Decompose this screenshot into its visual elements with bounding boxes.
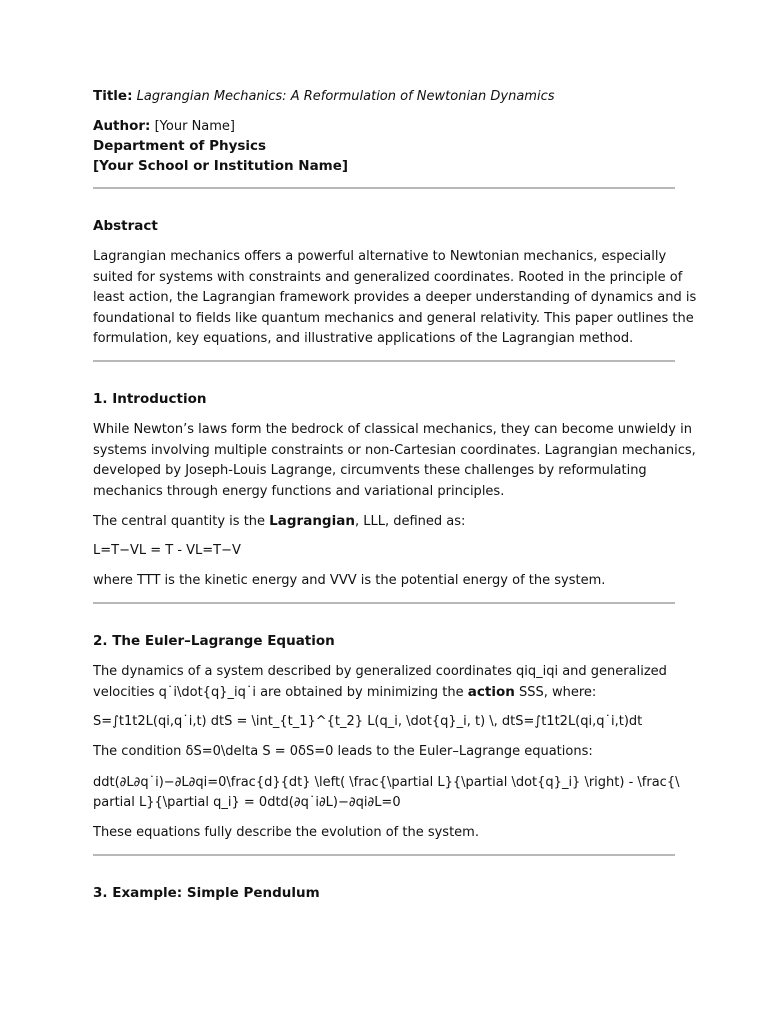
intro-line: developed by Joseph-Louis Lagrange, circumvents these challenges by reformulating bbox=[93, 463, 647, 478]
central-post: , LLL, defined as: bbox=[354, 514, 466, 529]
closing-line: These equations fully describe the evolution of the system. bbox=[93, 825, 479, 840]
author-label: Author: bbox=[93, 118, 151, 134]
divider bbox=[93, 854, 675, 856]
action-term: action bbox=[467, 684, 515, 700]
intro-line: While Newton’s laws form the bedrock of classical mechanics, they can become unwieldy in bbox=[93, 422, 692, 437]
euler-lagrange-equation-line-1: ddt(∂L∂q˙i)−∂L∂qi=0\frac{d}{dt} \left( \frac{\partial L}{\partial \dot{q}_i} \right) - \frac{\ bbox=[93, 775, 680, 790]
paper-title: Lagrangian Mechanics: A Reformulation of Newtonian Dynamics bbox=[136, 89, 555, 104]
institution: [Your School or Institution Name] bbox=[93, 158, 349, 174]
where-line: where TTT is the kinetic energy and VVV is the potential energy of the system. bbox=[93, 573, 606, 588]
euler-lagrange-heading: 2. The Euler–Lagrange Equation bbox=[93, 633, 335, 649]
abstract-line: Lagrangian mechanics offers a powerful alternative to Newtonian mechanics, especially bbox=[93, 249, 667, 264]
abstract-line: least action, the Lagrangian framework provides a deeper understanding of dynamics and is bbox=[93, 290, 697, 305]
el-line2-post: SSS, where: bbox=[514, 685, 597, 700]
lagrangian-term: Lagrangian bbox=[269, 513, 355, 529]
intro-line: mechanics through energy functions and variational principles. bbox=[93, 483, 505, 499]
author-name: [Your Name] bbox=[154, 119, 235, 134]
el-line-2 bbox=[93, 682, 596, 704]
euler-lagrange-equation-line-2: partial L}{\partial q_i} = 0dtd(∂q˙i∂L)−∂qi∂L=0 bbox=[93, 795, 401, 810]
divider bbox=[93, 187, 675, 189]
department: Department of Physics bbox=[93, 138, 267, 154]
el-line2-pre: velocities q˙i\dot{q}_iq˙i are obtained by minimizing the bbox=[93, 685, 468, 700]
abstract-line: formulation, key equations, and illustrative applications of the Lagrangian method. bbox=[93, 331, 634, 346]
divider bbox=[93, 360, 675, 362]
title-label: Title: bbox=[93, 88, 133, 104]
central-pre: The central quantity is the bbox=[93, 514, 270, 529]
lagrangian-equation: L=T−VL = T - VL=T−V bbox=[93, 543, 241, 558]
action-equation: S=∫t1t2L(qi,q˙i,t) dtS = \int_{t_1}^{t_2} L(q_i, \dot{q}_i, t) \, dtS=∫t1t2L(qi,q˙i,t)dt bbox=[93, 714, 643, 729]
intro-line: systems involving multiple constraints or non-Cartesian coordinates. Lagrangian mechanics, bbox=[93, 442, 696, 458]
el-line-1: The dynamics of a system described by generalized coordinates qiq_iqi and generalized bbox=[93, 664, 667, 679]
abstract-body bbox=[93, 247, 696, 350]
introduction-body bbox=[93, 420, 696, 502]
title-line bbox=[93, 86, 555, 108]
condition-line: The condition δS=0\delta S = 0δS=0 leads to the Euler–Lagrange equations: bbox=[93, 744, 593, 759]
example-heading: 3. Example: Simple Pendulum bbox=[93, 885, 320, 901]
introduction-heading: 1. Introduction bbox=[93, 391, 207, 407]
abstract-line: foundational to fields like quantum mechanics and general relativity. This paper outlines the bbox=[93, 310, 694, 326]
central-quantity-line bbox=[93, 511, 465, 533]
abstract-line: suited for systems with constraints and generalized coordinates. Rooted in the principle of bbox=[93, 269, 683, 285]
abstract-heading: Abstract bbox=[93, 218, 158, 234]
author-line bbox=[93, 116, 235, 138]
divider bbox=[93, 602, 675, 604]
